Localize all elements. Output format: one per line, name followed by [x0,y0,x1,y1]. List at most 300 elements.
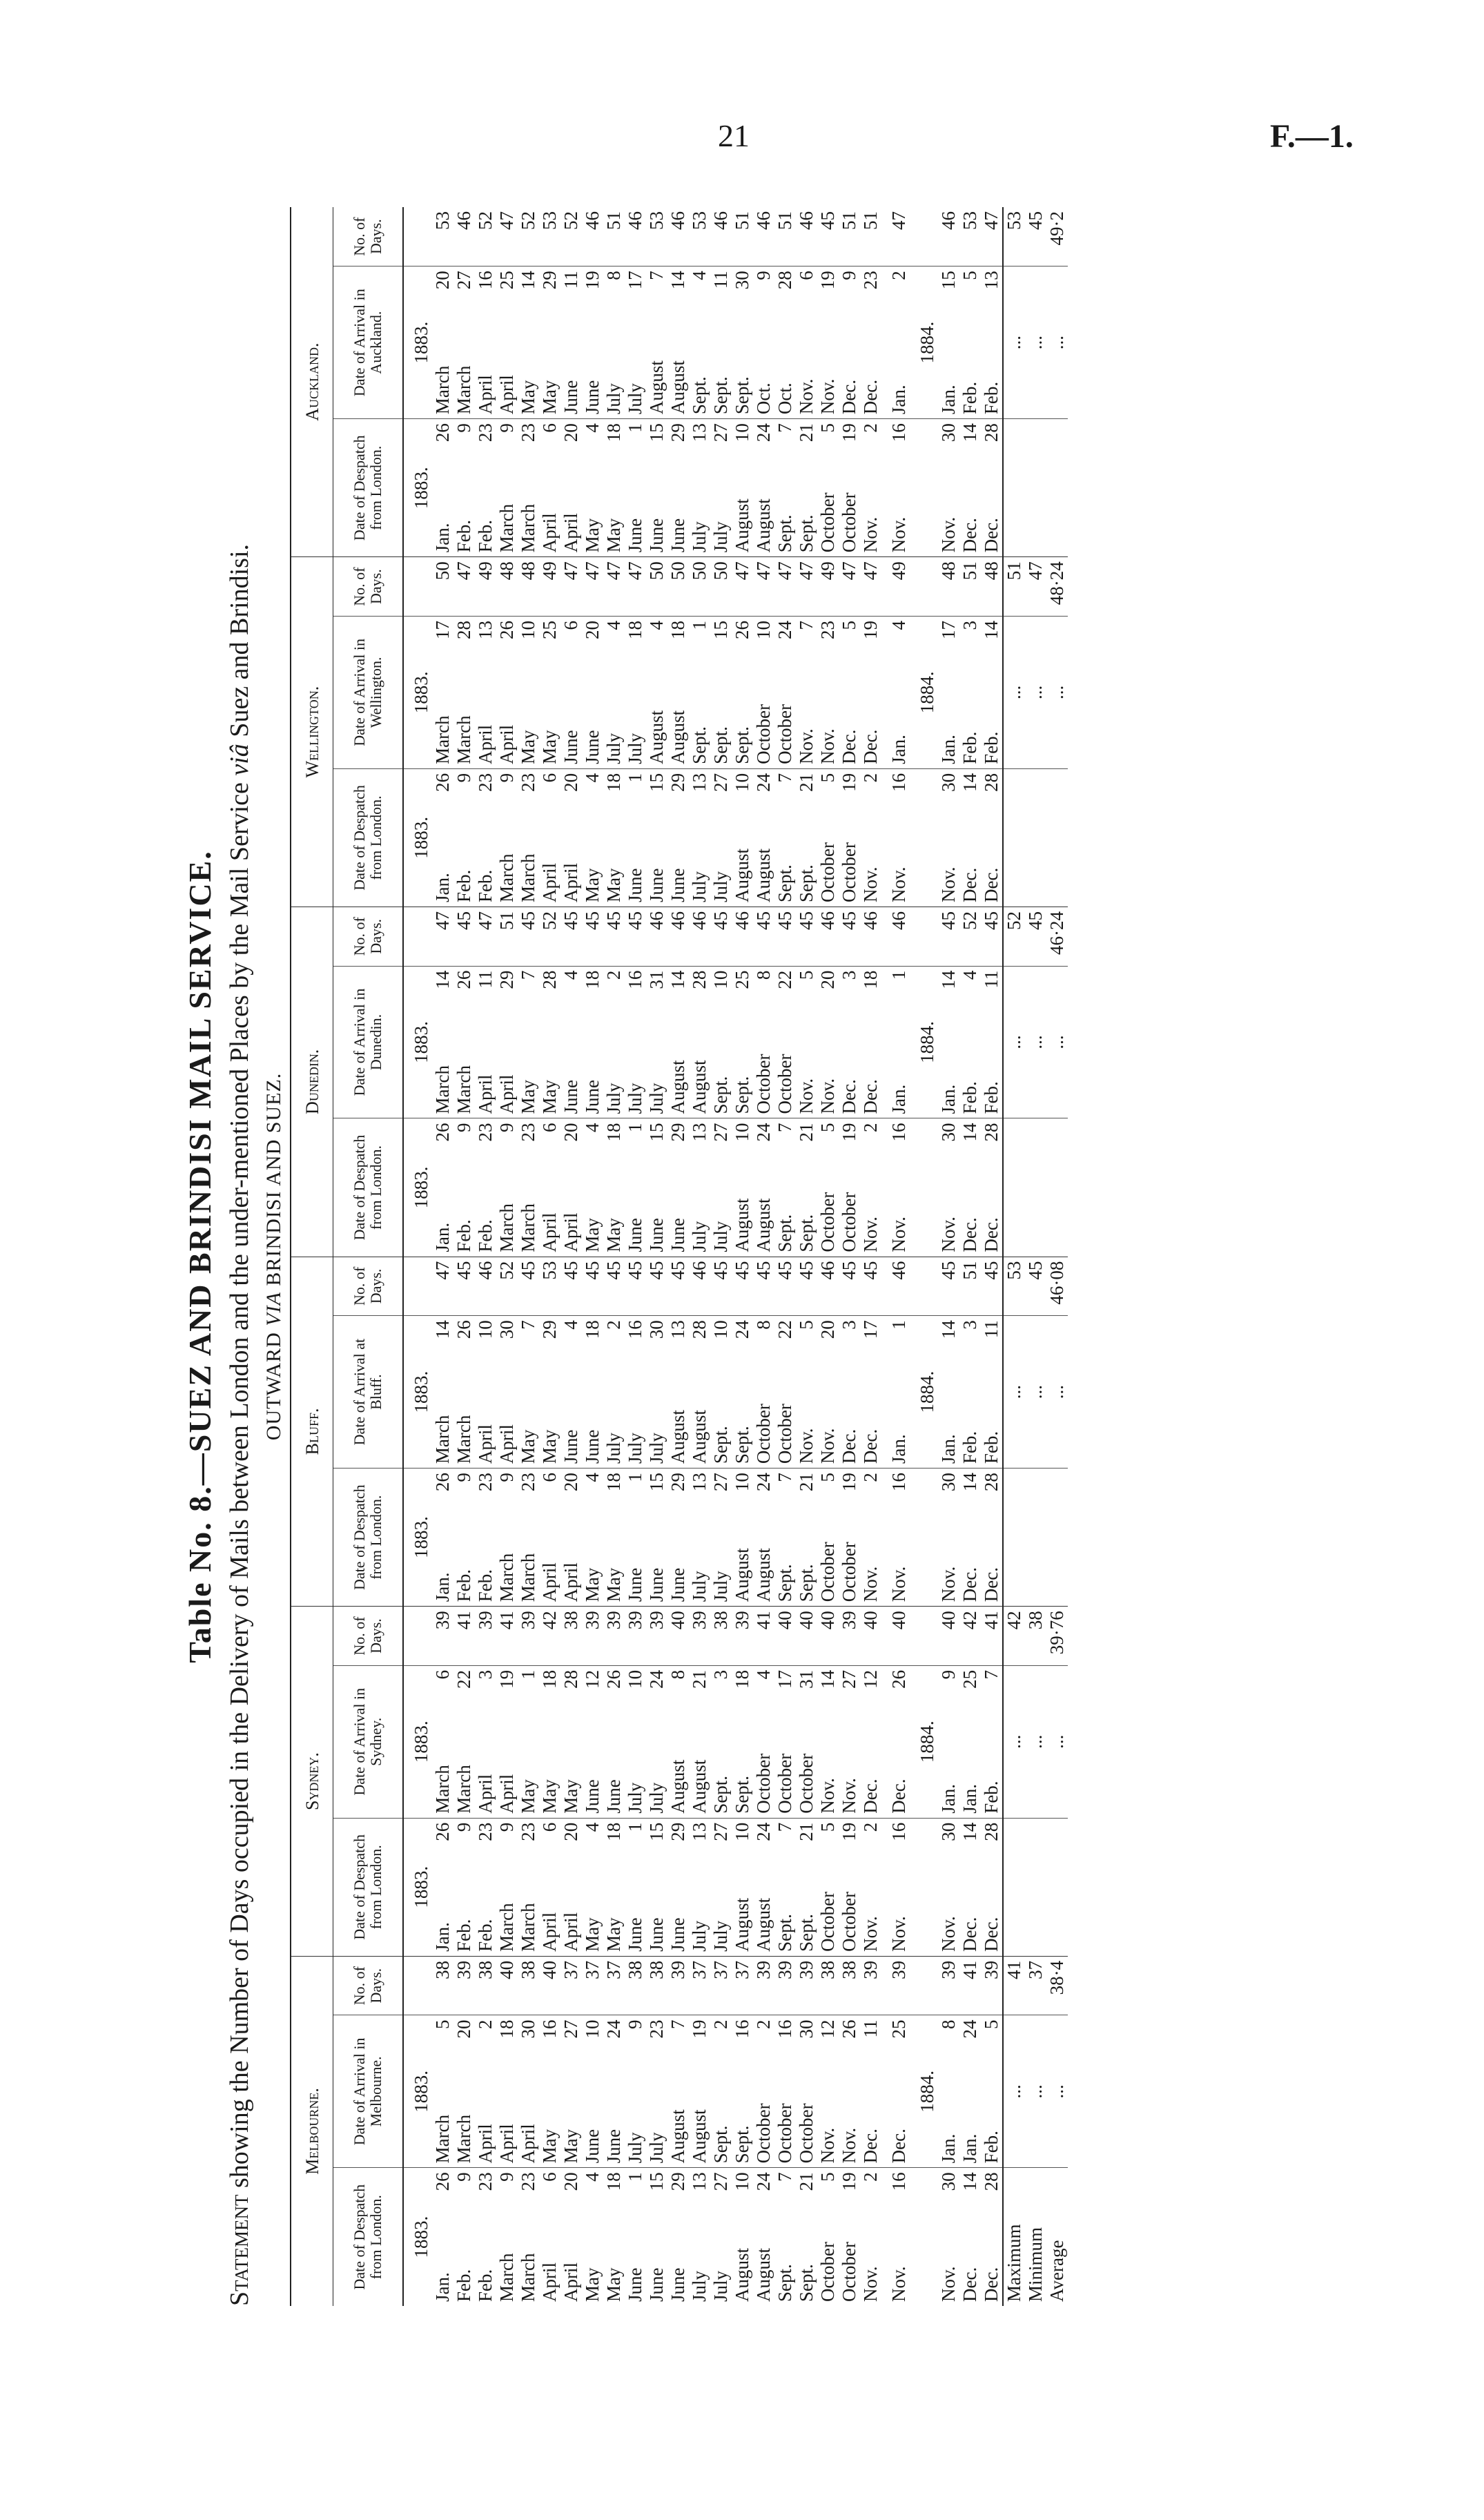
empty-cell [881,907,888,967]
arrival-month: Dec. [860,2053,881,2168]
despatch-day: 6 [539,423,560,433]
arrival-month: June [582,1004,603,1118]
despatch-month: October [839,807,860,907]
arrival-day: 14 [981,620,1002,639]
table-title [179,207,221,2306]
arrival-day: 13 [667,1320,688,1339]
arrival-day: 4 [753,1669,774,1680]
arrival-month: Dec. [860,1704,881,1819]
days-count: 38 [518,1956,539,2015]
arrival-day: 1 [689,620,710,630]
summary-value-auckland: 45 [1025,207,1046,266]
table-row [817,207,839,2306]
days-count: 39 [625,1607,646,1666]
despatch-day: 9 [453,1473,474,1482]
days-count: 51 [732,207,753,266]
arrival-day: 9 [839,271,859,280]
arrival-header-bluff: Date of Arrival at Bluff. [333,1316,404,1469]
days-count: 53 [432,207,453,266]
days-count: 53 [689,207,710,266]
empty-cell [1025,1469,1046,1607]
despatch-month: Feb. [453,1506,475,1607]
days-count: 46 [888,907,910,967]
arrival-day: 26 [839,2019,859,2039]
days-count: 45 [860,1257,881,1316]
arrival-day: 12 [860,1669,881,1689]
arrival-month: April [496,2053,518,2168]
arrival-month: Dec. [888,2053,910,2168]
days-count: 39 [646,1607,667,1666]
empty-cell [1025,1118,1046,1257]
despatch-month: October [839,2242,859,2302]
days-count: 47 [796,557,817,617]
days-count: 41 [496,1607,518,1666]
empty-cell [881,266,888,419]
empty-cell [881,1665,888,1818]
arrival-month: March [453,655,475,769]
despatch-day: 16 [888,423,909,443]
despatch-day: 28 [981,773,1002,792]
despatch-month: Sept. [796,1156,817,1257]
days-count: 51 [959,557,981,617]
arrival-day: 11 [981,1320,1002,1339]
despatch-day: 10 [732,2172,752,2191]
despatch-day: 26 [432,1123,453,1142]
summary-value-melbourne: 41 [1003,1956,1025,2015]
arrival-month: Nov. [817,655,839,769]
days-count: 45 [981,907,1003,967]
arrival-month: Jan. [938,1354,959,1469]
table-row [496,207,518,2306]
arrival-day: 19 [582,271,603,290]
despatch-day: 5 [817,773,838,783]
despatch-day: 2 [860,1123,881,1132]
arrival-day: 2 [888,271,909,280]
despatch-day: 10 [732,1473,752,1492]
days-count: 39 [732,1607,753,1666]
despatch-day: 29 [667,1473,688,1492]
outward-via: VIA [262,1292,285,1326]
arrival-day: 2 [475,2019,496,2029]
arrival-day: 25 [496,271,517,290]
despatch-month: June [667,807,689,907]
days-count: 40 [496,1956,518,2015]
arrival-month: June [603,1704,625,1819]
despatch-month: Dec. [959,457,981,557]
arrival-day: 14 [817,1669,838,1689]
arrival-day: 3 [710,1669,731,1680]
days-header: No. of Days. [333,907,404,967]
despatch-header: Date of Despatch from London. [333,419,404,557]
despatch-month: April [539,1856,560,1956]
arrival-day: 16 [539,2019,560,2039]
arrival-month: May [518,1704,539,1819]
arrival-month: Sept. [732,1354,753,1469]
despatch-day: 6 [539,1473,560,1482]
empty-cell [881,1818,888,1956]
empty-cell [1046,1118,1068,1257]
arrival-month: August [689,1704,710,1819]
despatch-month: Jan. [432,807,453,907]
arrival-day: 3 [475,1669,496,1680]
arrival-day: 5 [796,1320,817,1330]
despatch-month: May [603,1156,625,1257]
summary-dots: ... [1046,966,1068,1118]
despatch-month: Sept. [774,457,796,557]
arrival-day: 25 [732,970,752,989]
despatch-day: 4 [582,1123,603,1132]
summary-label: Maximum [1003,2168,1025,2306]
days-count: 45 [753,1257,774,1316]
days-count: 40 [667,1607,689,1666]
arrival-day: 3 [959,1320,980,1330]
arrival-month: July [603,655,625,769]
arrival-day: 20 [582,620,603,639]
despatch-month: Sept. [796,807,817,907]
empty-cell [910,557,938,617]
days-count: 45 [560,907,582,967]
arrival-month: Nov. [839,2053,860,2168]
arrival-month: April [475,1354,496,1469]
arrival-day: 26 [732,620,752,639]
table-row [774,207,796,2306]
despatch-day: 26 [432,1473,453,1492]
arrival-day: 7 [981,1669,1002,1680]
despatch-header: Date of Despatch from London. [333,768,404,907]
despatch-month: Dec. [959,1856,981,1956]
table-row [981,207,1003,2306]
despatch-day: 18 [603,1123,624,1142]
summary-dots: ... [1046,616,1068,768]
despatch-day: 18 [603,1822,624,1841]
arrival-day: 14 [432,970,453,989]
despatch-day: 13 [689,1822,710,1841]
arrival-day: 9 [625,2019,645,2029]
despatch-day: 9 [496,1123,517,1132]
despatch-day: 23 [518,1473,538,1492]
days-count: 45 [560,1257,582,1316]
table-row [475,207,496,2306]
arrival-day: 18 [582,970,603,989]
empty-cell [881,2015,888,2168]
despatch-month: March [518,1506,539,1607]
days-count: 39 [475,1607,496,1666]
days-count: 47 [839,557,860,617]
arrival-month: Dec. [888,1704,910,1819]
despatch-month: Dec. [981,1856,1003,1956]
arrival-month: October [753,1354,774,1469]
arrival-day: 19 [860,620,881,639]
days-count: 47 [888,207,910,266]
days-count: 47 [475,907,496,967]
despatch-month: July [689,1856,710,1956]
days-count: 40 [774,1607,796,1666]
days-count: 39 [603,1607,625,1666]
arrival-day: 28 [689,970,710,989]
despatch-day: 9 [453,423,474,433]
arrival-day: 26 [888,1669,909,1689]
arrival-day: 30 [496,1320,517,1339]
arrival-month: April [475,655,496,769]
despatch-month: May [603,2267,624,2302]
despatch-day: 30 [938,1123,959,1142]
despatch-day: 9 [453,1123,474,1132]
days-count: 45 [839,907,860,967]
days-count: 48 [496,557,518,617]
despatch-header: Date of Despatch from London. [333,1469,404,1607]
despatch-day: 21 [796,423,817,443]
despatch-month: June [625,457,646,557]
arrival-month: Nov. [796,1004,817,1118]
despatch-month: Dec. [981,807,1003,907]
despatch-day: 7 [774,773,795,783]
empty-cell [1046,1469,1068,1607]
table-body [403,207,1068,2306]
despatch-month: Nov. [938,2266,959,2302]
empty-cell [910,207,938,266]
summary-value-sydney: 38 [1025,1607,1046,1666]
empty-cell [1003,768,1025,907]
despatch-month: May [582,1506,603,1607]
arrival-day: 10 [753,620,774,639]
arrival-day: 29 [539,271,560,290]
despatch-month: July [689,457,710,557]
despatch-day: 1 [625,423,645,433]
despatch-header: Date of Despatch from London. [333,2168,404,2306]
arrival-day: 27 [453,271,474,290]
despatch-day: 16 [888,1822,909,1841]
arrival-month: July [625,1004,646,1118]
days-count: 45 [796,1257,817,1316]
days-count: 41 [981,1607,1003,1666]
city-header-auckland: Auckland. [291,207,333,557]
empty-cell [403,1607,432,1666]
summary-row [1025,207,1046,2306]
arrival-month: Nov. [796,1354,817,1469]
days-count: 39 [453,1956,475,2015]
arrival-month: Jan. [938,1704,959,1819]
empty-cell [910,2168,938,2306]
days-count: 45 [774,907,796,967]
table-row [646,207,667,2306]
despatch-month: June [625,2267,645,2302]
arrival-day: 1 [888,970,909,980]
despatch-month: Feb. [453,457,475,557]
year-row [403,207,432,2306]
arrival-day: 4 [646,620,667,630]
arrival-day: 4 [560,1320,581,1330]
despatch-month: October [817,1856,839,1956]
arrival-day: 1 [888,1320,909,1330]
despatch-day: 2 [860,2172,881,2182]
page-number: 21 [718,118,750,153]
despatch-month: Feb. [475,807,496,907]
summary-value-sydney: 39·76 [1046,1607,1068,1666]
empty-cell [881,1316,888,1469]
days-count: 45 [774,1257,796,1316]
arrival-header-sydney: Date of Arrival in Sydney. [333,1665,404,1818]
arrival-month: Nov. [796,304,817,419]
outward-text-b: BRINDISI AND SUEZ. [262,1072,285,1292]
days-count: 50 [710,557,732,617]
arrival-day: 8 [753,970,774,980]
days-count: 46 [817,1257,839,1316]
arrival-month: Dec. [860,1004,881,1118]
despatch-day: 5 [817,1473,838,1482]
despatch-month: April [560,457,582,557]
days-count: 46 [475,1257,496,1316]
despatch-day: 4 [582,773,603,783]
despatch-header: Date of Despatch from London. [333,1818,404,1956]
arrival-day: 13 [981,271,1002,290]
year-label: 1883. [403,1818,432,1956]
despatch-month: Nov. [888,807,910,907]
despatch-month: June [646,1856,667,1956]
despatch-day: 14 [959,773,980,792]
days-count: 53 [959,207,981,266]
summary-value-dunedin: 46·24 [1046,907,1068,967]
summary-dots: ... [1025,266,1046,419]
days-count: 53 [646,207,667,266]
despatch-day: 23 [475,773,496,792]
despatch-day: 26 [432,773,453,792]
despatch-month: Feb. [475,1856,496,1956]
despatch-day: 4 [582,1473,603,1482]
year-label: 1883. [403,1665,432,1818]
despatch-day: 30 [938,2172,959,2191]
arrival-month: October [774,1354,796,1469]
days-count: 46 [689,907,710,967]
summary-value-bluff: 45 [1025,1257,1046,1316]
despatch-day: 9 [496,1822,517,1832]
arrival-day: 25 [888,2019,909,2039]
arrival-month: Sept. [710,2053,732,2168]
despatch-day: 24 [753,423,774,443]
despatch-day: 9 [496,423,517,433]
despatch-day: 30 [938,423,959,443]
despatch-day: 9 [453,2172,474,2182]
despatch-day: 4 [582,1822,603,1832]
arrival-day: 7 [518,1320,538,1330]
arrival-day: 7 [646,271,667,280]
arrival-month: May [539,1704,560,1819]
arrival-day: 29 [539,1320,560,1339]
despatch-month: June [646,457,667,557]
arrival-month: April [496,655,518,769]
arrival-day: 28 [453,620,474,639]
arrival-month: Feb. [981,1704,1003,1819]
despatch-month: Sept. [796,2264,817,2302]
days-count: 38 [710,1607,732,1666]
despatch-day: 16 [888,773,909,792]
days-count: 45 [938,1257,959,1316]
days-count: 46 [689,1257,710,1316]
arrival-day: 23 [817,620,838,639]
days-count: 39 [938,1956,959,2015]
despatch-day: 16 [888,2172,909,2191]
despatch-month: May [582,1156,603,1257]
summary-dots: ... [1025,616,1046,768]
despatch-month: April [539,1156,560,1257]
arrival-month: May [518,655,539,769]
despatch-month: Nov. [938,1506,959,1607]
despatch-month: Nov. [888,1156,910,1257]
despatch-month: Nov. [860,1856,881,1956]
days-count: 46 [582,207,603,266]
arrival-month: August [667,304,689,419]
days-count: 48 [518,557,539,617]
arrival-month: Sept. [732,1704,753,1819]
arrival-day: 2 [603,1320,624,1330]
summary-dots: ... [1003,1316,1025,1469]
days-count: 47 [496,207,518,266]
arrival-month: Nov. [839,1704,860,1819]
summary-dots: ... [1046,266,1068,419]
arrival-month: March [432,1354,453,1469]
city-header-dunedin: Dunedin. [291,907,333,1257]
despatch-day: 24 [753,773,774,792]
arrival-month: Sept. [710,304,732,419]
arrival-month: August [667,655,689,769]
arrival-month: August [689,1354,710,1469]
despatch-month: Sept. [774,2264,795,2302]
arrival-month: March [453,304,475,419]
despatch-day: 4 [582,2172,603,2182]
arrival-month: Nov. [817,1354,839,1469]
subtitle-lead: Statement [225,2194,254,2306]
despatch-day: 28 [981,2172,1002,2191]
days-count: 45 [453,907,475,967]
despatch-day: 28 [981,423,1002,443]
days-count: 42 [539,1607,560,1666]
arrival-month: July [603,1004,625,1118]
arrival-month: Nov. [796,655,817,769]
year-row [881,207,888,2306]
arrival-month: Nov. [817,304,839,419]
days-count: 40 [539,1956,560,2015]
empty-cell [881,1118,888,1257]
summary-value-auckland: 53 [1003,207,1025,266]
days-count: 45 [582,907,603,967]
arrival-day: 2 [753,2019,774,2029]
arrival-day: 16 [625,1320,645,1339]
year-label: 1883. [403,768,432,907]
arrival-day: 28 [539,970,560,989]
table-row [689,207,710,2306]
summary-value-wellington: 51 [1003,557,1025,617]
despatch-month: Sept. [796,1856,817,1956]
despatch-month: Dec. [981,457,1003,557]
arrival-month: Dec. [860,1354,881,1469]
summary-value-melbourne: 37 [1025,1956,1046,2015]
days-count: 46 [753,207,774,266]
arrival-month: Sept. [689,304,710,419]
despatch-day: 6 [539,1123,560,1132]
despatch-day: 13 [689,423,710,443]
days-count: 38 [625,1956,646,2015]
summary-dots: ... [1003,966,1025,1118]
despatch-month: March [496,1506,518,1607]
days-count: 51 [839,207,860,266]
arrival-day: 11 [860,2019,881,2038]
arrival-day: 20 [432,271,453,290]
empty-cell [910,1818,938,1956]
despatch-month: June [625,1856,646,1956]
arrival-month: October [753,1004,774,1118]
arrival-day: 11 [475,970,496,989]
despatch-day: 23 [518,1822,538,1841]
days-count: 39 [981,1956,1003,2015]
